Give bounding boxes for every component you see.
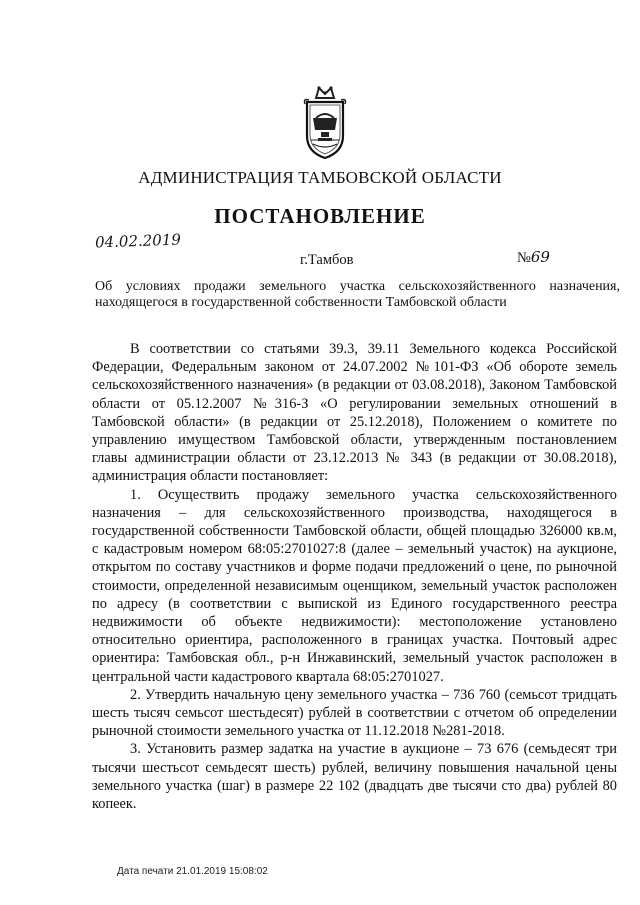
city-label: г.Тамбов [300,252,354,268]
document-subject: Об условиях продажи земельного участка сельскохозяйственного назначения, находящегося в государственной собственности Тамбовской области [95,279,620,310]
clause-1: 1. Осуществить продажу земельного участка сельскохозяйственного назначения – для сельскохозяйственного производства, находящегося в государственной собственности Тамбовской области, общей площадью 326000 кв.м, с кадастровым номером 68:05:2701027:8 (далее – земельный участок) на аукционе, открытом по составу участников и форме подачи предложений о цене, по рыночной стоимости, определенной независимым оценщиком, земельный участок расположен по адресу (в соответствии с выпиской из Единого государственного реестра недвижимости об объекте недвижимости): местоположение установлено относительно ориентира, расположенного в границах участка. Почтовый адрес ориентира: Тамбовская обл., р-н Инжавинский, земельный участок расположен в центральной части кадастрового квартала 68:05:2701027. [92,486,617,685]
document-number [517,248,550,267]
document-type-heading: ПОСТАНОВЛЕНИЕ [214,204,426,228]
number-prefix: № [517,250,531,266]
handwritten-date: 04.02.2019 [94,230,182,252]
coat-of-arms-emblem [299,84,351,160]
handwritten-number: 69 [530,248,550,266]
clause-3: 3. Установить размер задатка на участие в аукционе – 73 676 (семьдесят три тысячи шестьсот семьдесят шесть) рублей, величину повышения начальной цены земельного участка (шаг) в размере 22 102 (двадцать две тысячи сто два) рублей 80 копеек. [92,741,617,813]
organization-title: АДМИНИСТРАЦИЯ ТАМБОВСКОЙ ОБЛАСТИ [138,168,502,187]
clause-2: 2. Утвердить начальную цену земельного участка – 736 760 (семьсот тридцать шесть тысяч семьсот шестьдесят) рублей в соответствии с отчетом об определении рыночной стоимости земельного участка от 11.12.2018 №281-2018. [92,686,617,740]
document-body [92,340,617,813]
print-date-footer: Дата печати 21.01.2019 15:08:02 [117,866,268,877]
preamble-paragraph: В соответствии со статьями 39.3, 39.11 Земельного кодекса Российской Федерации, Федеральным законом от 24.07.2002 №101-ФЗ «Об обороте земель сельскохозяйственного назначения» (в редакции от 03.08.2018), Законом Тамбовской области от 05.12.2007 №316-З «О регулировании земельных отношений в Тамбовской области» (в редакции от 25.12.2018), Положением о комитете по управлению имуществом Тамбовской области, утвержденным постановлением главы администрации области от 23.12.2013 № 343 (в редакции от 30.08.2018), администрация области постановляет: [92,341,617,485]
